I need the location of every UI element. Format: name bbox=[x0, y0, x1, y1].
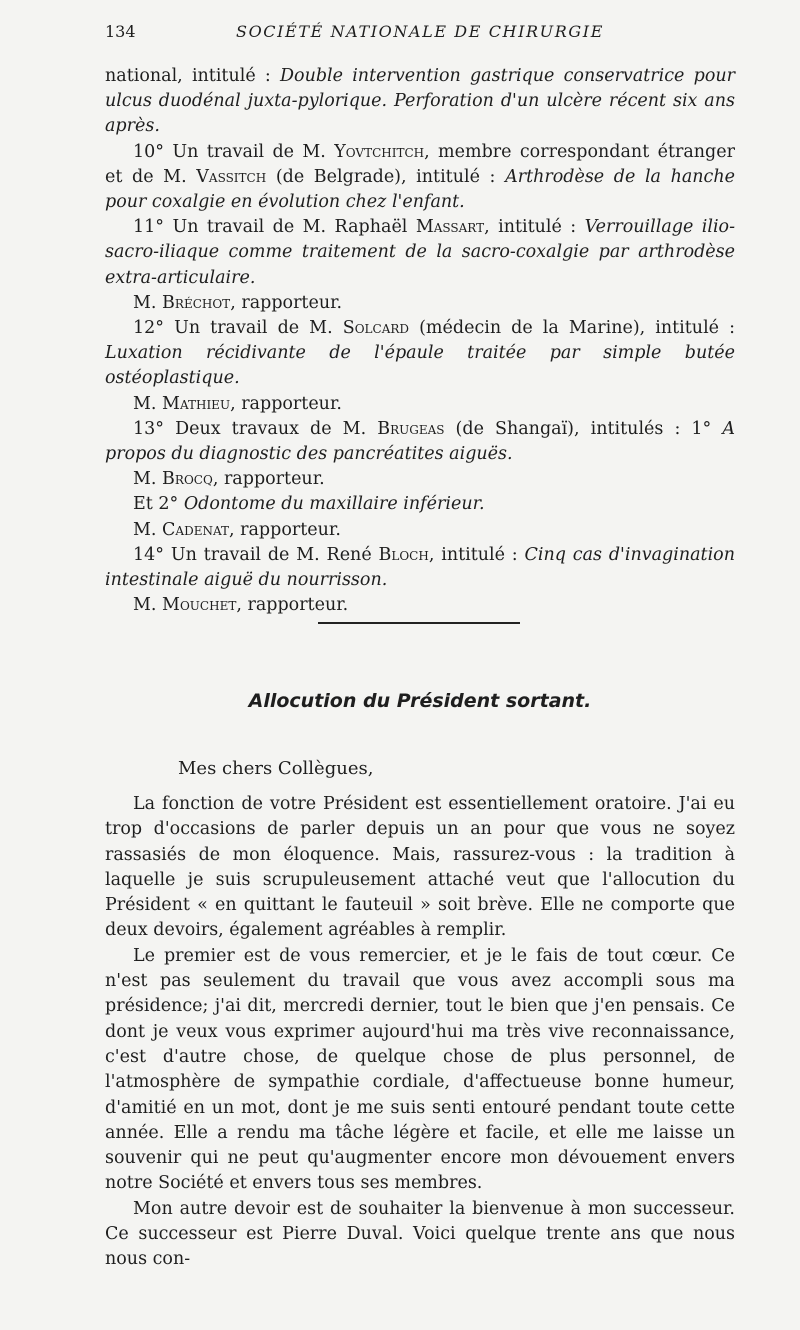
running-header bbox=[105, 22, 735, 44]
speech-paragraph: La fonction de votre Président est essentiellement oratoire. J'ai eu trop d'occasions de parler depuis un an pour que vous ne soyez rassasiés de mon éloquence. Mais, rassurez-vous : la tradition à laquelle je suis scrupuleusement attaché veut que l'allocution du Président « en quittant le fauteuil » soit brève. Elle ne comporte que deux devoirs, également agréables à remplir. bbox=[105, 794, 735, 941]
section-divider bbox=[318, 622, 520, 624]
salutation: Mes chers Collègues, bbox=[178, 758, 374, 779]
list-item: national, intitulé : Double intervention gastrique conservatrice pour ulcus duodénal juxta-pylorique. Perforation d'un ulcère récent six ans après. bbox=[105, 66, 735, 137]
rapporteur-line: M. Mouchet, rapporteur. bbox=[133, 595, 349, 616]
journal-title: SOCIÉTÉ NATIONALE DE CHIRURGIE bbox=[236, 22, 604, 41]
speech-paragraph: Mon autre devoir est de souhaiter la bienvenue à mon successeur. Ce successeur est Pierre Duval. Voici quelque trente ans que nous nous con- bbox=[105, 1198, 735, 1270]
page-number: 134 bbox=[105, 22, 136, 41]
list-item: 11° Un travail de M. Raphaël Massart, intitulé : Verrouillage ilio-sacro-iliaque comme traitement de la sacro-coxalgie par arthrodèse extra-articulaire. bbox=[105, 217, 735, 288]
rapporteur-line: M. Bréchot, rapporteur. bbox=[133, 292, 343, 313]
speech-body bbox=[105, 792, 735, 1273]
rapporteur-line: M. Mathieu, rapporteur. bbox=[133, 393, 342, 414]
rapporteur-line: M. Brocq, rapporteur. bbox=[133, 469, 325, 490]
rapporteur-line: M. Cadenat, rapporteur. bbox=[133, 519, 341, 540]
communications-list bbox=[105, 64, 735, 618]
list-item: Et 2° Odontome du maxillaire inférieur. bbox=[133, 494, 485, 515]
speech-paragraph: Le premier est de vous remercier, et je le fais de tout cœur. Ce n'est pas seulement du travail que vous avez accompli sous ma présidence; j'ai dit, mercredi dernier, tout le bien que j'en pensais. Ce dont je veux vous exprimer aujourd'hui ma très vive reconnaissance, c'est d'autre chose, de quelque chose de plus personnel, de l'atmosphère de sympathie cordiale, d'affectueuse bonne humeur, d'amitié en un mot, dont je me suis senti entouré pendant toute cette année. Elle a rendu ma tâche légère et facile, et elle me laisse un souvenir qui ne peut qu'augmenter encore mon dévouement envers notre Société et envers tous ses membres. bbox=[105, 945, 735, 1194]
list-item: 12° Un travail de M. Solcard (médecin de la Marine), intitulé : Luxation récidivante de l'épaule traitée par simple butée ostéoplastique. bbox=[105, 318, 735, 389]
section-title: Allocution du Président sortant. bbox=[248, 690, 592, 712]
list-item: 13° Deux travaux de M. Brugeas (de Shangaï), intitulés : 1° A propos du diagnostic des pancréatites aiguës. bbox=[105, 418, 735, 465]
list-item: 10° Un travail de M. Yovtchitch, membre correspondant étranger et de M. Vassitch (de Belgrade), intitulé : Arthrodèse de la hanche pour coxalgie en évolution chez l'enfant. bbox=[105, 141, 735, 213]
list-item: 14° Un travail de M. René Bloch, intitulé : Cinq cas d'invagination intestinale aiguë du nourrisson. bbox=[105, 544, 735, 591]
